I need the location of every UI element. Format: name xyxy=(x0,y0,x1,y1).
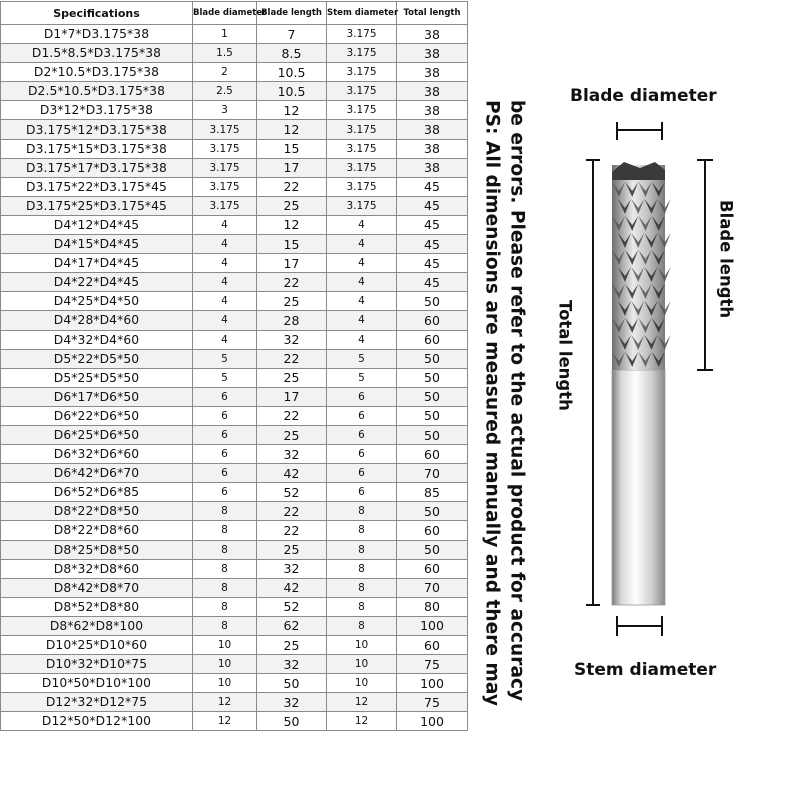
total-length-cell: 60 xyxy=(397,311,468,330)
total-length-cell: 45 xyxy=(397,254,468,273)
stem-diameter-cell: 3.175 xyxy=(327,44,397,63)
blade-length-cell: 22 xyxy=(257,502,327,521)
blade-diameter-cell: 12 xyxy=(193,712,257,731)
total-length-cell: 50 xyxy=(397,502,468,521)
table-row xyxy=(1,387,468,406)
stem-diameter-cell: 8 xyxy=(327,578,397,597)
total-length-cell: 50 xyxy=(397,368,468,387)
table-row xyxy=(1,521,468,540)
blade-length-cell: 32 xyxy=(257,655,327,674)
spec-cell: D6*22*D6*50 xyxy=(1,406,193,425)
blade-diameter-cell: 10 xyxy=(193,674,257,693)
blade-diameter-cell: 6 xyxy=(193,387,257,406)
total-length-cell: 50 xyxy=(397,540,468,559)
table-row xyxy=(1,292,468,311)
blade-diameter-cell: 4 xyxy=(193,311,257,330)
table-row xyxy=(1,82,468,101)
blade-length-cell: 15 xyxy=(257,139,327,158)
stem-diameter-cell: 10 xyxy=(327,674,397,693)
spec-cell: D10*32*D10*75 xyxy=(1,655,193,674)
total-length-cell: 75 xyxy=(397,655,468,674)
blade-length-cell: 10.5 xyxy=(257,82,327,101)
blade-diameter-cell: 1.5 xyxy=(193,44,257,63)
blade-diameter-cell: 8 xyxy=(193,502,257,521)
stem-diameter-cell: 3.175 xyxy=(327,196,397,215)
blade-diameter-cell: 3.175 xyxy=(193,139,257,158)
total-length-cell: 50 xyxy=(397,349,468,368)
blade-length-cell: 22 xyxy=(257,521,327,540)
spec-cell: D5*22*D5*50 xyxy=(1,349,193,368)
spec-cell: D2.5*10.5*D3.175*38 xyxy=(1,82,193,101)
table-row xyxy=(1,235,468,254)
stem-diameter-cell: 4 xyxy=(327,311,397,330)
blade-length-cell: 25 xyxy=(257,196,327,215)
stem-diameter-cell: 6 xyxy=(327,464,397,483)
stem-diameter-label: Stem diameter xyxy=(574,660,717,680)
spec-cell: D4*17*D4*45 xyxy=(1,254,193,273)
stem-diameter-cell: 4 xyxy=(327,235,397,254)
spec-cell: D5*25*D5*50 xyxy=(1,368,193,387)
blade-diameter-label: Blade diameter xyxy=(570,86,717,106)
total-length-cell: 45 xyxy=(397,273,468,292)
blade-length-cell: 17 xyxy=(257,387,327,406)
blade-length-label: Blade length xyxy=(716,200,736,319)
spec-cell: D3*12*D3.175*38 xyxy=(1,101,193,120)
total-length-cell: 38 xyxy=(397,158,468,177)
total-length-cell: 60 xyxy=(397,330,468,349)
blade-length-cell: 32 xyxy=(257,559,327,578)
blade-diameter-cell: 6 xyxy=(193,406,257,425)
stem-diameter-cell: 8 xyxy=(327,521,397,540)
stem-diameter-cell: 6 xyxy=(327,425,397,444)
total-length-cell: 38 xyxy=(397,139,468,158)
table-row xyxy=(1,540,468,559)
blade-diameter-cell: 6 xyxy=(193,425,257,444)
blade-length-cell: 52 xyxy=(257,483,327,502)
header-blade-length: Blade length xyxy=(257,2,327,25)
blade-diameter-cell: 6 xyxy=(193,464,257,483)
table-row xyxy=(1,502,468,521)
table-row xyxy=(1,674,468,693)
blade-length-cell: 32 xyxy=(257,330,327,349)
blade-length-cell: 25 xyxy=(257,636,327,655)
spec-cell: D1.5*8.5*D3.175*38 xyxy=(1,44,193,63)
table-row xyxy=(1,559,468,578)
spec-cell: D2*10.5*D3.175*38 xyxy=(1,63,193,82)
total-length-cell: 45 xyxy=(397,215,468,234)
blade-diameter-cell: 4 xyxy=(193,292,257,311)
header-total-length: Total length xyxy=(397,2,468,25)
spec-cell: D10*25*D10*60 xyxy=(1,636,193,655)
spec-cell: D6*52*D6*85 xyxy=(1,483,193,502)
stem-diameter-cell: 10 xyxy=(327,636,397,655)
spec-cell: D8*62*D8*100 xyxy=(1,616,193,635)
spec-cell: D6*25*D6*50 xyxy=(1,425,193,444)
table-row xyxy=(1,254,468,273)
spec-cell: D6*42*D6*70 xyxy=(1,464,193,483)
table-row xyxy=(1,44,468,63)
stem-diameter-cell: 5 xyxy=(327,349,397,368)
blade-length-cell: 62 xyxy=(257,616,327,635)
total-length-cell: 45 xyxy=(397,235,468,254)
blade-diameter-cell: 8 xyxy=(193,578,257,597)
blade-diameter-cell: 1 xyxy=(193,25,257,44)
blade-length-cell: 28 xyxy=(257,311,327,330)
blade-length-cell: 42 xyxy=(257,464,327,483)
table-header-row xyxy=(1,2,468,25)
stem-diameter-cell: 3.175 xyxy=(327,101,397,120)
blade-diameter-cell: 3.175 xyxy=(193,158,257,177)
stem-diameter-cell: 4 xyxy=(327,292,397,311)
spec-cell: D3.175*12*D3.175*38 xyxy=(1,120,193,139)
spec-cell: D4*25*D4*50 xyxy=(1,292,193,311)
total-length-cell: 60 xyxy=(397,559,468,578)
blade-length-cell: 25 xyxy=(257,425,327,444)
spec-cell: D8*22*D8*60 xyxy=(1,521,193,540)
stem-diameter-cell: 3.175 xyxy=(327,63,397,82)
blade-diameter-cell: 3 xyxy=(193,101,257,120)
spec-cell: D3.175*15*D3.175*38 xyxy=(1,139,193,158)
total-length-cell: 100 xyxy=(397,712,468,731)
stem-diameter-cell: 8 xyxy=(327,597,397,616)
stem-diameter-cell: 12 xyxy=(327,693,397,712)
blade-diameter-cell: 4 xyxy=(193,215,257,234)
spec-cell: D3.175*25*D3.175*45 xyxy=(1,196,193,215)
blade-length-cell: 32 xyxy=(257,693,327,712)
stem-diameter-cell: 3.175 xyxy=(327,120,397,139)
spec-cell: D8*52*D8*80 xyxy=(1,597,193,616)
blade-diameter-cell: 3.175 xyxy=(193,120,257,139)
stem-diameter-cell: 4 xyxy=(327,215,397,234)
blade-length-cell: 50 xyxy=(257,712,327,731)
spec-cell: D10*50*D10*100 xyxy=(1,674,193,693)
blade-length-cell: 22 xyxy=(257,406,327,425)
total-length-cell: 38 xyxy=(397,63,468,82)
note-line-2: be errors. Please refer to the actual product for accuracy xyxy=(506,100,528,702)
total-length-cell: 60 xyxy=(397,636,468,655)
blade-diameter-cell: 5 xyxy=(193,349,257,368)
blade-length-cell: 22 xyxy=(257,349,327,368)
table-row xyxy=(1,406,468,425)
spec-cell: D4*28*D4*60 xyxy=(1,311,193,330)
stem-diameter-cell: 3.175 xyxy=(327,158,397,177)
spec-cell: D12*50*D12*100 xyxy=(1,712,193,731)
table-row xyxy=(1,368,468,387)
header-stem-diameter: Stem diameter xyxy=(327,2,397,25)
blade-diameter-cell: 4 xyxy=(193,254,257,273)
blade-diameter-cell: 8 xyxy=(193,597,257,616)
spec-cell: D4*22*D4*45 xyxy=(1,273,193,292)
blade-length-cell: 7 xyxy=(257,25,327,44)
table-row xyxy=(1,636,468,655)
table-row xyxy=(1,483,468,502)
total-length-cell: 45 xyxy=(397,177,468,196)
blade-diameter-cell: 2 xyxy=(193,63,257,82)
table-row xyxy=(1,63,468,82)
blade-diameter-cell: 8 xyxy=(193,559,257,578)
blade-length-cell: 50 xyxy=(257,674,327,693)
total-length-cell: 60 xyxy=(397,521,468,540)
stem-diameter-cell: 4 xyxy=(327,330,397,349)
note-line-1: PS: All dimensions are measured manually and there may xyxy=(481,100,503,706)
stem-diameter-cell: 5 xyxy=(327,368,397,387)
blade-diameter-cell: 2.5 xyxy=(193,82,257,101)
blade-diameter-cell: 12 xyxy=(193,693,257,712)
blade-length-cell: 12 xyxy=(257,101,327,120)
table-row xyxy=(1,349,468,368)
stem-diameter-cell: 3.175 xyxy=(327,25,397,44)
spec-cell: D4*15*D4*45 xyxy=(1,235,193,254)
corn-cob-end-mill-icon xyxy=(580,110,730,650)
blade-diameter-cell: 8 xyxy=(193,540,257,559)
tool-shank xyxy=(612,370,665,605)
stem-diameter-cell: 4 xyxy=(327,254,397,273)
total-length-cell: 38 xyxy=(397,25,468,44)
blade-diameter-cell: 10 xyxy=(193,636,257,655)
table-row xyxy=(1,330,468,349)
table-row xyxy=(1,616,468,635)
total-length-cell: 45 xyxy=(397,196,468,215)
blade-length-cell: 25 xyxy=(257,540,327,559)
blade-length-cell: 22 xyxy=(257,177,327,196)
total-length-cell: 38 xyxy=(397,44,468,63)
stem-diameter-cell: 10 xyxy=(327,655,397,674)
table-row xyxy=(1,693,468,712)
blade-diameter-dimension xyxy=(617,122,662,140)
stem-diameter-cell: 3.175 xyxy=(327,177,397,196)
table-row xyxy=(1,597,468,616)
spec-cell: D4*12*D4*45 xyxy=(1,215,193,234)
stem-diameter-cell: 3.175 xyxy=(327,139,397,158)
table-row xyxy=(1,712,468,731)
table-row xyxy=(1,177,468,196)
stem-diameter-cell: 8 xyxy=(327,540,397,559)
blade-length-cell: 12 xyxy=(257,215,327,234)
total-length-label: Total length xyxy=(555,300,575,411)
blade-diameter-cell: 8 xyxy=(193,521,257,540)
total-length-cell: 75 xyxy=(397,693,468,712)
table-body xyxy=(1,25,468,731)
tool-tip xyxy=(612,162,665,180)
blade-diameter-cell: 4 xyxy=(193,235,257,254)
total-length-cell: 100 xyxy=(397,616,468,635)
total-length-cell: 38 xyxy=(397,101,468,120)
blade-length-cell: 25 xyxy=(257,368,327,387)
table-row xyxy=(1,464,468,483)
stem-diameter-cell: 8 xyxy=(327,502,397,521)
total-length-cell: 50 xyxy=(397,406,468,425)
total-length-cell: 70 xyxy=(397,578,468,597)
header-specifications: Specifications xyxy=(1,2,193,25)
blade-length-cell: 17 xyxy=(257,158,327,177)
blade-diameter-cell: 8 xyxy=(193,616,257,635)
blade-length-cell: 22 xyxy=(257,273,327,292)
spec-cell: D8*42*D8*70 xyxy=(1,578,193,597)
blade-diameter-cell: 4 xyxy=(193,330,257,349)
blade-length-cell: 15 xyxy=(257,235,327,254)
spec-cell: D8*32*D8*60 xyxy=(1,559,193,578)
total-length-cell: 50 xyxy=(397,292,468,311)
total-length-cell: 38 xyxy=(397,82,468,101)
total-length-cell: 50 xyxy=(397,425,468,444)
spec-cell: D1*7*D3.175*38 xyxy=(1,25,193,44)
total-length-cell: 100 xyxy=(397,674,468,693)
table-row xyxy=(1,425,468,444)
blade-length-cell: 32 xyxy=(257,445,327,464)
blade-diameter-cell: 5 xyxy=(193,368,257,387)
spec-cell: D4*32*D4*60 xyxy=(1,330,193,349)
total-length-cell: 70 xyxy=(397,464,468,483)
table-row xyxy=(1,445,468,464)
total-length-dimension xyxy=(586,160,600,605)
blade-diameter-cell: 3.175 xyxy=(193,196,257,215)
total-length-cell: 85 xyxy=(397,483,468,502)
stem-diameter-cell: 6 xyxy=(327,387,397,406)
spec-cell: D6*17*D6*50 xyxy=(1,387,193,406)
specifications-table xyxy=(0,1,468,731)
table-row xyxy=(1,101,468,120)
header-blade-diameter: Blade diameter xyxy=(193,2,257,25)
table-row xyxy=(1,25,468,44)
blade-diameter-cell: 4 xyxy=(193,273,257,292)
spec-cell: D8*22*D8*50 xyxy=(1,502,193,521)
spec-cell: D12*32*D12*75 xyxy=(1,693,193,712)
spec-cell: D8*25*D8*50 xyxy=(1,540,193,559)
blade-length-cell: 10.5 xyxy=(257,63,327,82)
stem-diameter-cell: 8 xyxy=(327,616,397,635)
stem-diameter-dimension xyxy=(617,616,662,636)
total-length-cell: 38 xyxy=(397,120,468,139)
table-row xyxy=(1,311,468,330)
table-row xyxy=(1,139,468,158)
blade-diameter-cell: 3.175 xyxy=(193,177,257,196)
table-row xyxy=(1,120,468,139)
blade-length-cell: 12 xyxy=(257,120,327,139)
total-length-cell: 60 xyxy=(397,445,468,464)
blade-length-dimension xyxy=(697,160,713,370)
stem-diameter-cell: 12 xyxy=(327,712,397,731)
stem-diameter-cell: 4 xyxy=(327,273,397,292)
table-row xyxy=(1,215,468,234)
stem-diameter-cell: 6 xyxy=(327,406,397,425)
blade-diameter-cell: 10 xyxy=(193,655,257,674)
spec-cell: D6*32*D6*60 xyxy=(1,445,193,464)
stem-diameter-cell: 8 xyxy=(327,559,397,578)
stem-diameter-cell: 6 xyxy=(327,483,397,502)
spec-cell: D3.175*22*D3.175*45 xyxy=(1,177,193,196)
blade-length-cell: 8.5 xyxy=(257,44,327,63)
stem-diameter-cell: 6 xyxy=(327,445,397,464)
blade-length-cell: 52 xyxy=(257,597,327,616)
table-row xyxy=(1,158,468,177)
tool-blade xyxy=(612,165,665,370)
table-row xyxy=(1,578,468,597)
total-length-cell: 50 xyxy=(397,387,468,406)
spec-cell: D3.175*17*D3.175*38 xyxy=(1,158,193,177)
blade-length-cell: 17 xyxy=(257,254,327,273)
table-row xyxy=(1,196,468,215)
table-row xyxy=(1,273,468,292)
blade-length-cell: 25 xyxy=(257,292,327,311)
blade-diameter-cell: 6 xyxy=(193,445,257,464)
blade-length-cell: 42 xyxy=(257,578,327,597)
stem-diameter-cell: 3.175 xyxy=(327,82,397,101)
table-row xyxy=(1,655,468,674)
blade-diameter-cell: 6 xyxy=(193,483,257,502)
total-length-cell: 80 xyxy=(397,597,468,616)
